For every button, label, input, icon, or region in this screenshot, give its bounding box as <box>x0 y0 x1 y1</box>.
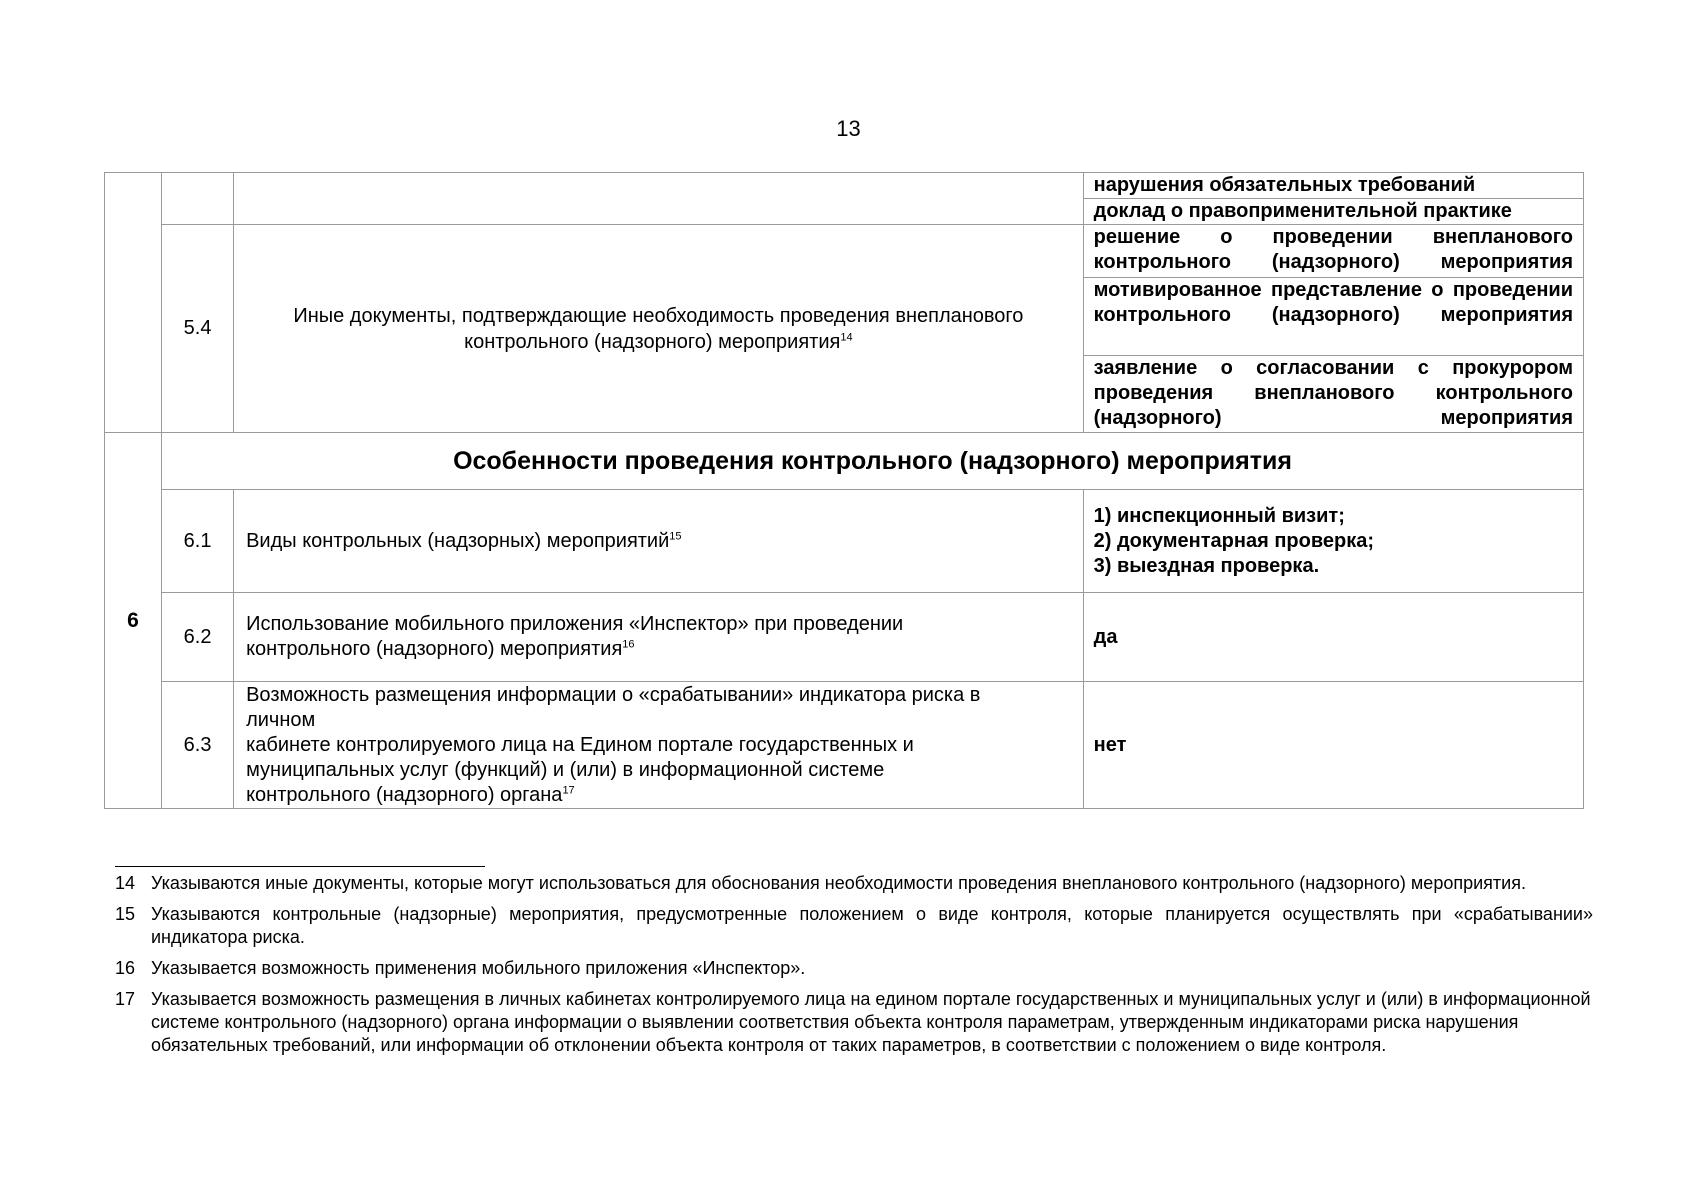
footnote <box>115 988 1593 1057</box>
row-description-text: Виды контрольных (надзорных) мероприятий <box>246 529 670 552</box>
row-description <box>234 682 1084 809</box>
row-description-line-last <box>246 783 1071 808</box>
footnote-text: Указываются контрольные (надзорные) мероприятия, предусмотренные положением о виде контроля, которые планируется осуществлять при «срабатывании» индикатора риска. <box>151 904 1593 947</box>
requirements-table <box>104 172 1584 809</box>
row-description-line: муниципальных услуг (функций) и (или) в информационной системе <box>246 758 885 781</box>
footnote-ref: 15 <box>669 529 682 542</box>
table-row-6-1 <box>105 490 1584 593</box>
footnote <box>115 957 1593 980</box>
value-item: 2) документарная проверка; <box>1093 529 1375 552</box>
values-cell-5-4 <box>1083 225 1583 433</box>
footnote <box>115 903 1593 949</box>
value-item: 1) инспекционный визит; <box>1093 504 1345 527</box>
table-row-continuation <box>105 173 1584 225</box>
footnote-text: Указываются иные документы, которые могут использоваться для обоснования необходимости проведения внепланового контрольного (надзорного) мероприятия. <box>151 873 1526 893</box>
row-number: 6.2 <box>162 593 234 682</box>
footnote-number: 16 <box>115 958 136 978</box>
value-cell-6-3: нет <box>1083 682 1583 809</box>
footnote-text: Указывается возможность применения мобильного приложения «Инспектор». <box>151 958 806 978</box>
table-row-5-4 <box>105 225 1584 433</box>
value-item: нарушения обязательных требований <box>1084 173 1583 199</box>
row-description-line-2 <box>246 637 1071 662</box>
row-description <box>234 225 1084 433</box>
table-row-6-3 <box>105 682 1584 809</box>
value-item: доклад о правоприменительной практике <box>1093 200 1512 222</box>
table-row-6-2 <box>105 593 1584 682</box>
row-description-line: Использование мобильного приложения «Инспектор» при проведении <box>246 613 904 635</box>
row-description <box>234 593 1084 682</box>
footnote-number: 14 <box>115 873 136 893</box>
table-row-section-6-header <box>105 433 1584 490</box>
footnote-text: Указывается возможность размещения в личных кабинетах контролируемого лица на едином портале государственных и муниципальных услуг и (или) в информационной системе контрольного (надзорного) органа информации о выявлении соответствия объекта контроля параметрам, утвержденным индикаторами риска нарушения обязательных требований, или информации об отклонении объекта контроля от таких параметров, в соответствии с положением о виде контроля. <box>151 989 1591 1055</box>
footnote-number: 17 <box>115 989 136 1009</box>
value-item: мотивированное представление о проведении контрольного (надзорного) мероприятия <box>1084 278 1583 356</box>
footnote-number: 15 <box>115 904 136 924</box>
row-description-line: личном <box>246 708 316 731</box>
row-number: 6.1 <box>162 490 234 593</box>
footnote-ref: 17 <box>562 783 575 796</box>
page-number: 13 <box>836 116 861 141</box>
value-item: 3) выездная проверка. <box>1093 554 1320 577</box>
values-cell-continuation <box>1083 173 1583 225</box>
value-cell-6-2: да <box>1083 593 1583 682</box>
value-item: заявление о согласовании с прокурором проведения внепланового контрольного (надзорного) мероприятия <box>1093 357 1573 429</box>
footnote-ref: 16 <box>622 638 635 651</box>
row-text-cell-empty <box>234 173 1084 225</box>
row-description-text: контрольного (надзорного) органа <box>246 783 563 806</box>
row-number: 6.3 <box>162 682 234 809</box>
footnote-ref: 14 <box>840 330 853 343</box>
row-description <box>234 490 1084 593</box>
value-item: решение о проведении внепланового контрольного (надзорного) мероприятия <box>1084 225 1583 278</box>
row-description-line: Возможность размещения информации о «срабатывании» индикатора риска в <box>246 683 981 706</box>
footnote <box>115 872 1593 895</box>
values-cell-6-1 <box>1083 490 1583 593</box>
footnote-separator <box>115 866 485 867</box>
row-description-text: контрольного (надзорного) мероприятия <box>246 638 623 660</box>
row-description-line: кабинете контролируемого лица на Едином портале государственных и <box>246 733 914 756</box>
row-description-text: Иные документы, подтверждающие необходимость проведения внепланового контрольного (надзорного) мероприятия <box>293 304 1024 353</box>
section-number: 6 <box>105 433 162 809</box>
row-number: 5.4 <box>162 225 234 433</box>
section-5-cell <box>105 173 162 433</box>
footnotes <box>115 872 1593 1065</box>
section-title: Особенности проведения контрольного (надзорного) мероприятия <box>162 433 1584 490</box>
row-num-cell-empty <box>162 173 234 225</box>
